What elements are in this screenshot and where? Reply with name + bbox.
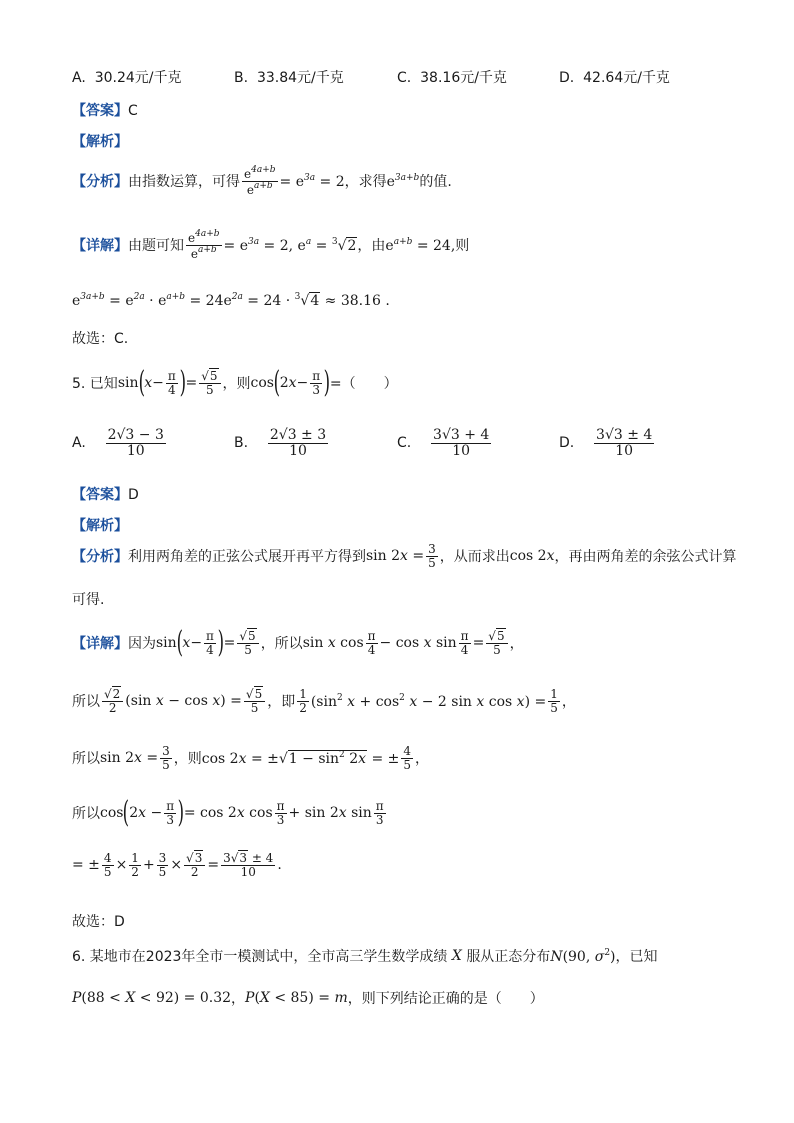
q4-analysis-tag: 【解析】	[72, 134, 128, 150]
q5-final: 故选：D	[72, 914, 125, 930]
q4-fenxi: 【分析】 由指数运算，可得 $\frac{e^{4a+b}}{e^{a+b}}$ = $e^{3a} = 2$ ，求得 $e^{3a+b}$ 的值.	[72, 165, 452, 197]
q5-step5: = ± $\frac{4}{5}$ × $\frac{1}{2}$ + $\frac{3}{5}$ × $\frac{√3}{2}$ = $\frac{3√3 \pm 4}{10}$ .	[72, 851, 282, 879]
q6-stem-line2: P(88 < X < 92) = 0.32 ， P(X < 85) = m ，则下列结论正确的是（ ）	[72, 990, 544, 1007]
q4-computation: $e^{3a+b} = e^{2a} \cdot e^{a+b} = 24e^{2a} = 24 \cdot ^3√4 \approx 38.16$ .	[72, 292, 390, 309]
q5-analysis-tag: 【解析】	[72, 518, 128, 534]
q5-option-c: C. $\frac{3√3 + 4}{10}$	[397, 427, 490, 459]
q5-step3: 所以 sin 2x = $\frac{3}{5}$ ，则 $\cos 2x = \pm√1 - \sin^2 2x$ = ± $\frac{4}{5}$ ，	[72, 744, 430, 772]
q5-fenxi-cont: 可得.	[72, 592, 105, 608]
q4-option-a: A. 30.24元/千克	[72, 70, 182, 86]
q5-option-d: D. $\frac{3√3 \pm 4}{10}$	[559, 427, 653, 459]
q5-xiangjie: 【详解】 因为 sin ( x − $\frac{\pi}{4}$ ) = $\frac{√5}{5}$ ，所以 sin x cos $\frac{\pi}{4}$ − cos x sin $\frac{\pi}{4}$ = $\frac{√5}{5}$ ，	[72, 625, 524, 660]
q4-answer: 【答案】C	[72, 103, 138, 119]
q4-options-row	[72, 67, 181, 87]
q5-step4: 所以 cos ( 2x − $\frac{\pi}{3}$ ) = cos 2x cos $\frac{\pi}{3}$ + sin 2x sin $\frac{\pi}{3}$	[72, 795, 384, 830]
q5-answer: 【答案】D	[72, 487, 139, 503]
q5-stem: 5. 已知 sin ( x − $\frac{\pi}{4}$ ) = $\frac{√5}{5}$ ，则 cos ( 2x− $\frac{\pi}{3}$ ) =（ ）	[72, 365, 398, 400]
q5-step2: 所以 $\frac{√2}{2}$ (sin x − cos x) = $\frac{√5}{5}$ ，即 $\frac{1}{2}$ ($\sin^2$ $x + \cos^2 x - 2$ sin x cos x) = $\frac{1}{5}$ ，	[72, 687, 576, 715]
q4-option-c: C. 38.16元/千克	[397, 70, 507, 86]
q5-option-a: A. $\frac{2√3 - 3}{10}$	[72, 427, 164, 459]
q4-xiangjie: 【详解】 由题可知 $\frac{e^{4a+b}}{e^{a+b}}$ = $e^{3a} = 2$, $e^a = ^3√2$ ，由 $e^{a+b} = 24$, 则	[72, 229, 470, 261]
q4-final: 故选：C.	[72, 331, 129, 347]
q4-fenxi-fraction: $\frac{e^{4a+b}}{e^{a+b}}$	[244, 165, 276, 197]
q6-stem-line1: 6. 某地市在2023年全市一模测试中，全市高三学生数学成绩 X 服从正态分布 N(90, $\sigma^2$) ，已知	[72, 947, 658, 965]
q4-option-b: B. 33.84元/千克	[234, 70, 344, 86]
q5-option-b: B. $\frac{2√3 \pm 3}{10}$	[234, 427, 327, 459]
q5-fenxi: 【分析】 利用两角差的正弦公式展开再平方得到 sin 2x = $\frac{3}{5}$ ，从而求出 cos 2x ，再由两角差的余弦公式计算	[72, 542, 737, 570]
q4-option-d: D. 42.64元/千克	[559, 70, 670, 86]
